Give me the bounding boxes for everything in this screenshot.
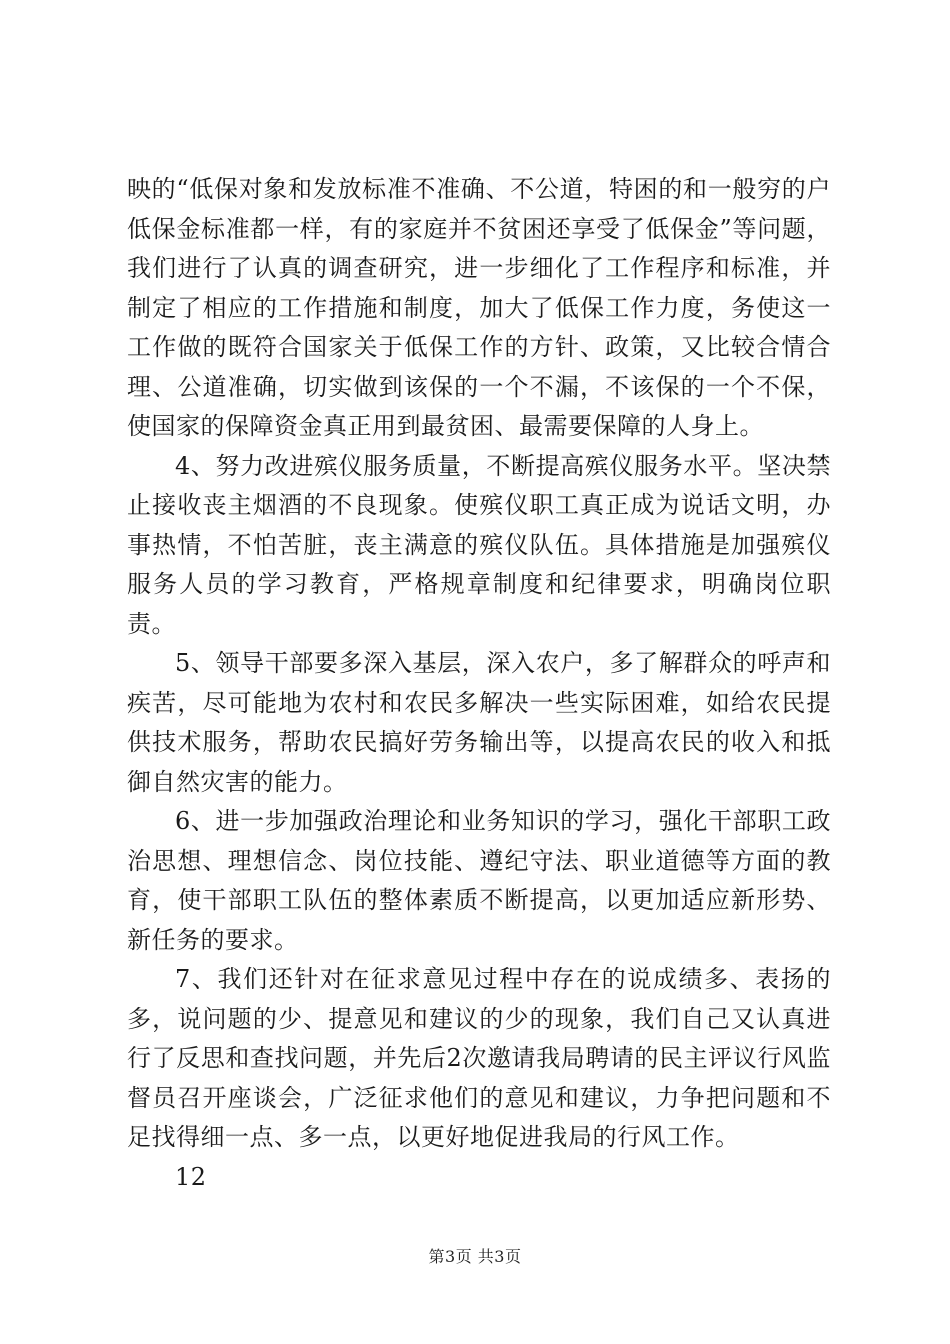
paragraph-item-7-reflection: 7、我们还针对在征求意见过程中存在的说成绩多、表扬的多，说问题的少、提意见和建议的少的现象，我们自己又认真进行了反思和查找问题，并先后2次邀请我局聘请的民主评议行风监督员召开座谈会，广泛征求他们的意见和建议，力争把问题和不足找得细一点、多一点，以更好地促进我局的行风工作。 xyxy=(127,965,831,1151)
page-number-footer: 第3页 共3页 xyxy=(428,1247,522,1266)
document-body xyxy=(127,170,831,1197)
paragraph-item-6-study: 6、进一步加强政治理论和业务知识的学习，强化干部职工政治思想、理想信念、岗位技能、遵纪守法、职业道德等方面的教育，使干部职工队伍的整体素质不断提高，以更加适应新形势、新任务的要求。 xyxy=(127,807,831,954)
paragraph-item-4-funeral-service: 4、努力改进殡仪服务质量，不断提高殡仪服务水平。坚决禁止接收丧主烟酒的不良现象。使殡仪职工真正成为说话文明，办事热情，不怕苦脏，丧主满意的殡仪队伍。具体措施是加强殡仪服务人员的学习教育，严格规章制度和纪律要求，明确岗位职责。 xyxy=(127,451,831,638)
paragraph-trailing-number: 12 xyxy=(175,1162,207,1191)
paragraph-item-5-grassroots: 5、领导干部要多深入基层，深入农户，多了解群众的呼声和疾苦，尽可能地为农村和农民多解决一些实际困难，如给农民提供技术服务，帮助农民搞好劳务输出等，以提高农民的收入和抵御自然灾害的能力。 xyxy=(127,649,831,796)
paragraph-low-income-continuation: 映的“低保对象和发放标准不准确、不公道，特困的和一般穷的户低保金标准都一样，有的家庭并不贫困还享受了低保金”等问题，我们进行了认真的调查研究，进一步细化了工作程序和标准，并制定了相应的工作措施和制度，加大了低保工作力度，务使这一工作做的既符合国家关于低保工作的方针、政策，又比较合情合理、公道准确，切实做到该保的一个不漏，不该保的一个不保，使国家的保障资金真正用到最贫困、最需要保障的人身上。 xyxy=(127,175,831,440)
